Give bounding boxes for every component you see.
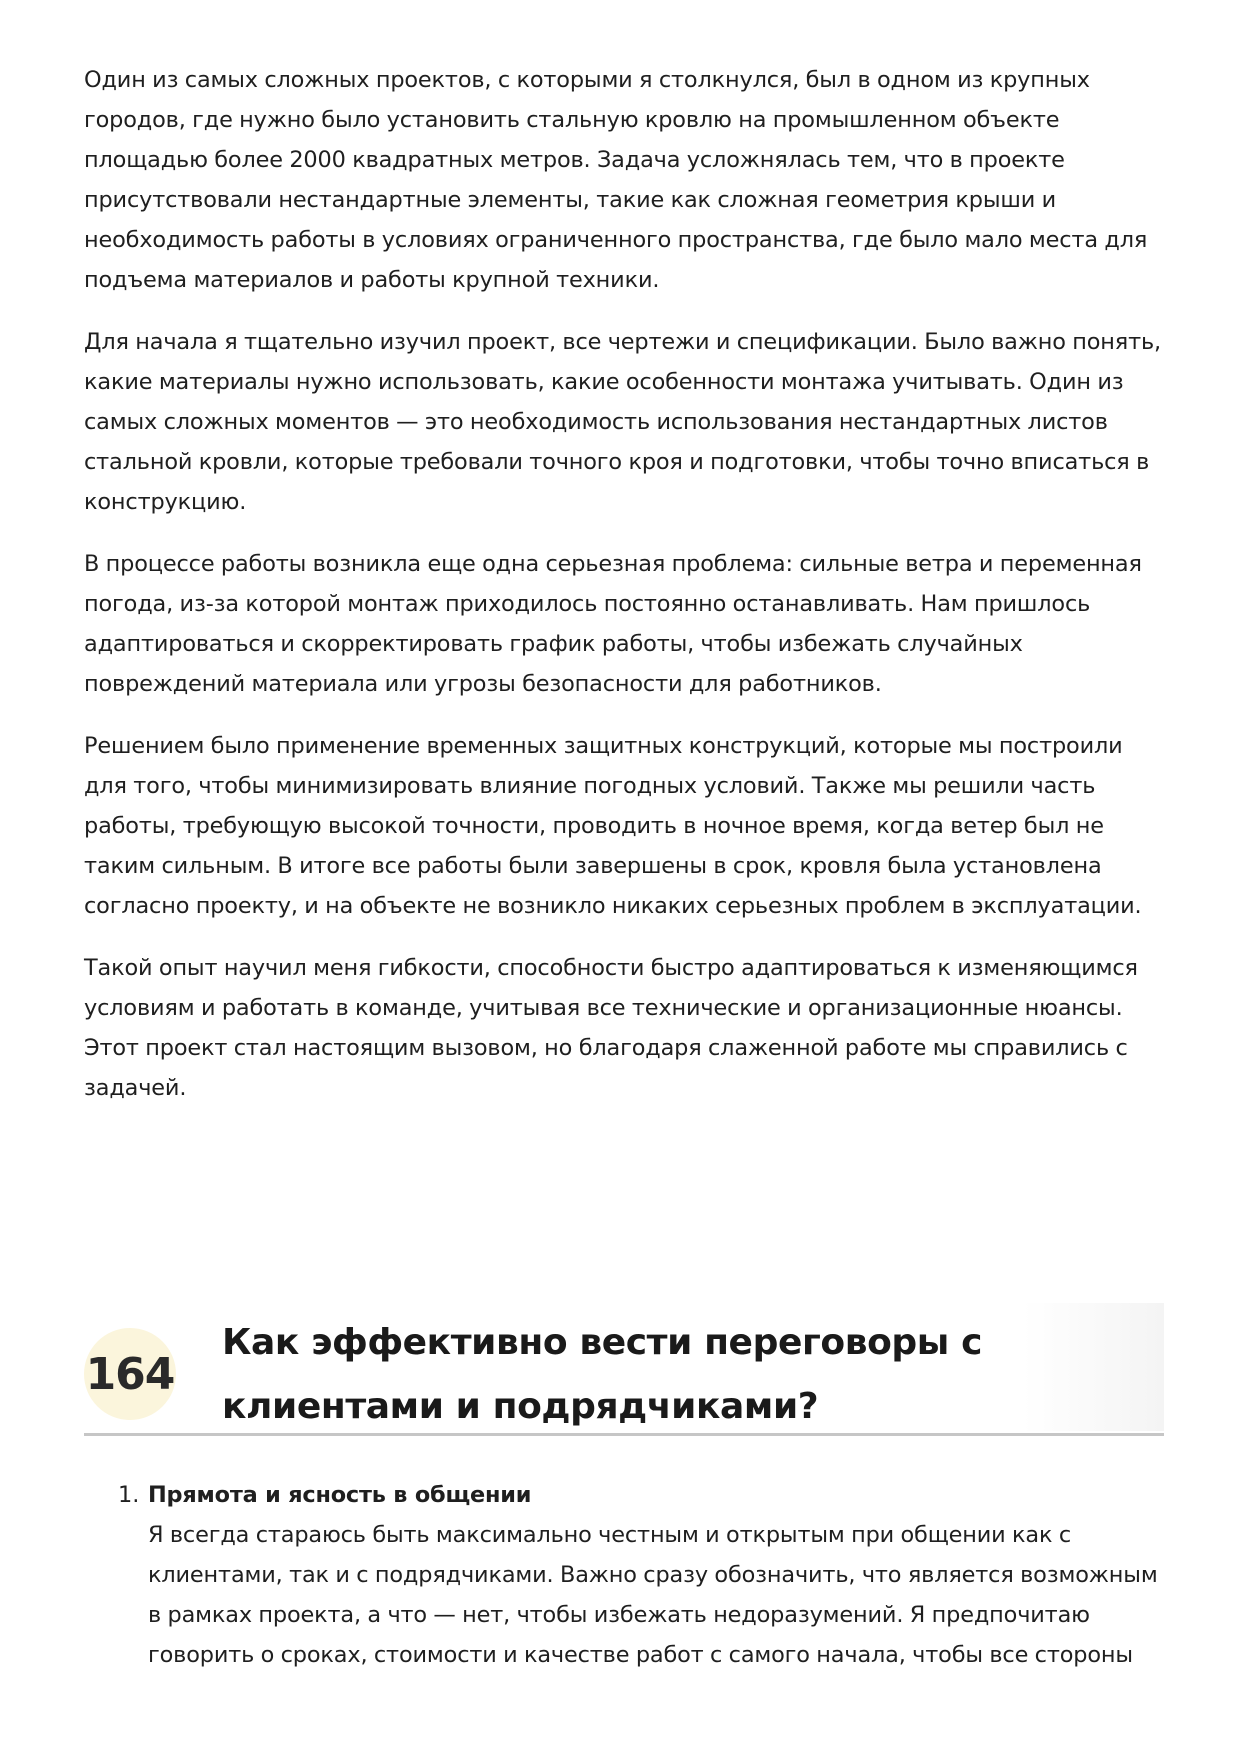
list-item-title: Прямота и ясность в общении <box>148 1482 532 1508</box>
paragraph: В процессе работы возникла еще одна серьезная проблема: сильные ветра и переменная погода, из-за которой монтаж приходилось постоянно останавливать. Нам пришлось адаптироваться и скорректировать график работы, чтобы избежать случайных повреждений материала или угрозы безопасности для работников. <box>84 551 1142 697</box>
question-number-badge <box>84 1328 176 1420</box>
paragraph: Для начала я тщательно изучил проект, все чертежи и спецификации. Было важно понять, какие материалы нужно использовать, какие особенности монтажа учитывать. Один из самых сложных моментов — это необходимость использования нестандартных листов стальной кровли, которые требовали точного кроя и подготовки, чтобы точно вписаться в конструкцию. <box>84 329 1162 515</box>
question-number: 164 <box>85 1348 175 1400</box>
paragraph: Решением было применение временных защитных конструкций, которые мы построили для того, чтобы минимизировать влияние погодных условий. Также мы решили часть работы, требующую высокой точности, проводить в ночное время, когда ветер был не таким сильным. В итоге все работы были завершены в срок, кровля была установлена согласно проекту, и на объекте не возникло никаких серьезных проблем в эксплуатации. <box>84 733 1142 919</box>
question-title: Как эффективно вести переговоры с клиентами и подрядчиками? <box>222 1322 983 1427</box>
intro-text <box>84 60 1164 1130</box>
list-item-text: Я всегда стараюсь быть максимально честным и открытым при общении как с клиентами, так и с подрядчиками. Важно сразу обозначить, что является возможным в рамках проекта, а что — нет, чтобы избежать недоразумений. Я предпочитаю говорить о сроках, стоимости и качестве работ с самого начала, чтобы все стороны <box>148 1522 1158 1668</box>
paragraph: Один из самых сложных проектов, с которыми я столкнулся, был в одном из крупных городов, где нужно было установить стальную кровлю на промышленном объекте площадью более 2000 квадратных метров. Задача усложнялась тем, что в проекте присутствовали нестандартные элементы, такие как сложная геометрия крыши и необходимость работы в условиях ограниченного пространства, где было мало места для подъема материалов и работы крупной техники. <box>84 67 1148 293</box>
list-item-number: 1. <box>118 1482 140 1508</box>
question-header <box>84 1303 1164 1436</box>
answer-list <box>118 1475 1164 1675</box>
list-item <box>118 1475 1164 1675</box>
paragraph: Такой опыт научил меня гибкости, способности быстро адаптироваться к изменяющимся условиям и работать в команде, учитывая все технические и организационные нюансы. Этот проект стал настоящим вызовом, но благодаря слаженной работе мы справились с задачей. <box>84 955 1138 1101</box>
